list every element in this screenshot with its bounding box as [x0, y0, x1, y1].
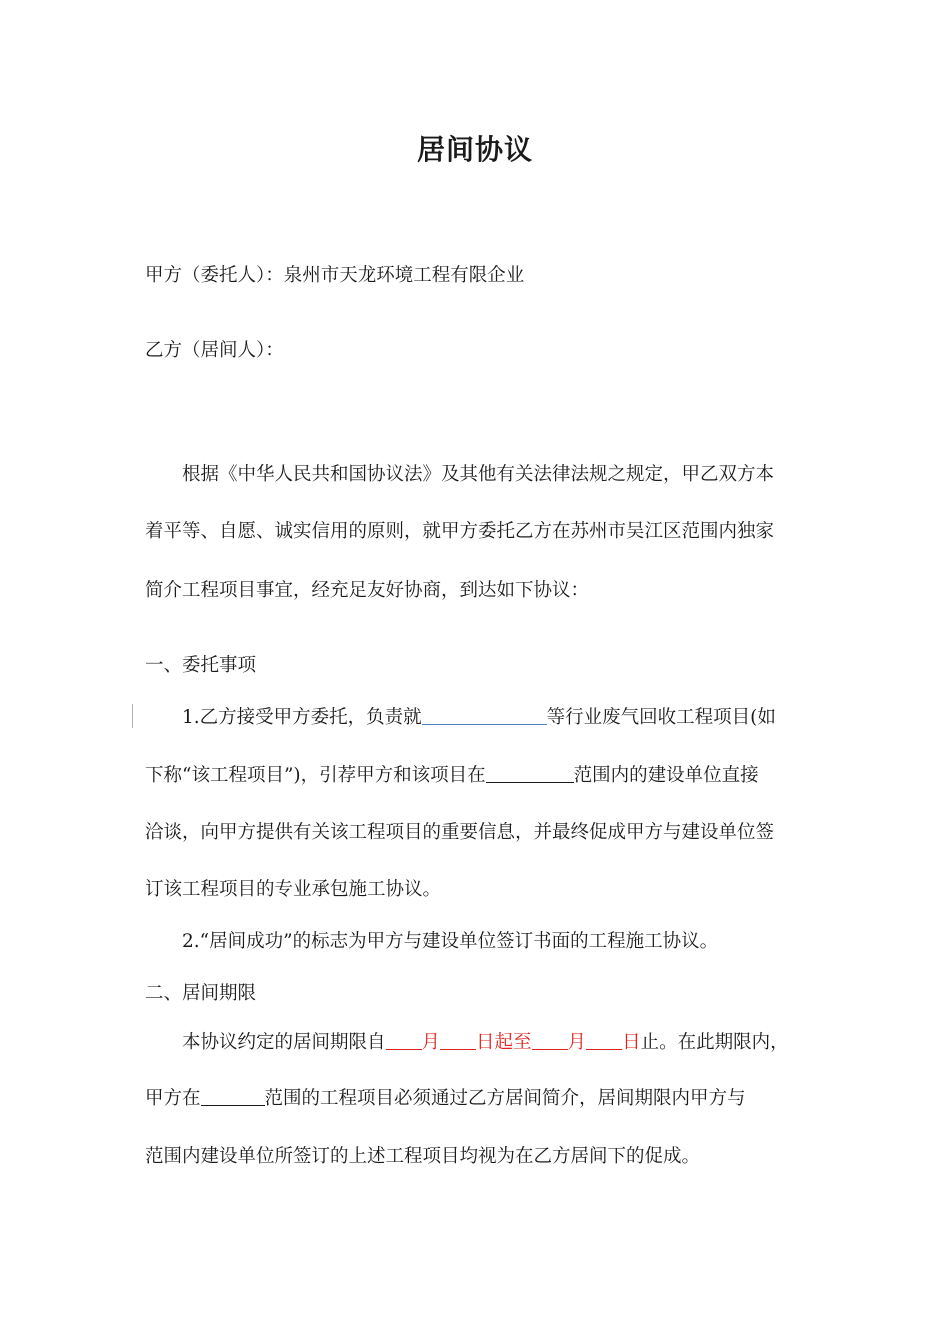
item-1-text-b: 等行业废气回收工程项目(如 [546, 707, 776, 728]
party-a-label: 甲方（委托人）： [145, 265, 284, 286]
start-day-label: 日起至 [476, 1032, 532, 1053]
preamble-line-2: 着平等、自愿、诚实信用的原则，就甲方委托乙方在苏州市吴江区范围内独家 [145, 521, 775, 542]
end-month-label: 月 [567, 1032, 587, 1053]
party-a-line [145, 262, 524, 290]
section-2-heading: 二、居间期限 [145, 983, 257, 1004]
preamble-line-3: 简介工程项目事宜，经充足友好协商，到达如下协议： [145, 580, 590, 601]
start-day-blank[interactable] [440, 1029, 476, 1050]
item-1-industry-blank[interactable] [422, 704, 547, 725]
period-text-b: 止。在此期限内， [640, 1032, 789, 1053]
item-1-line-4: 订该工程项目的专业承包施工协议。 [145, 879, 442, 900]
preamble-line-1: 根据《中华人民共和国协议法》及其他有关法律法规之规定，甲乙双方本 [182, 464, 775, 485]
period-text-c: 甲方在 [145, 1088, 201, 1109]
document-title: 居间协议 [416, 133, 533, 166]
item-1-line-1 [182, 704, 776, 732]
item-1-region-blank[interactable] [486, 762, 574, 783]
item-2-line: 2.“居间成功”的标志为甲方与建设单位签订书面的工程施工协议。 [182, 931, 719, 952]
period-line-3: 范围内建设单位所签订的上述工程项目均视为在乙方居间下的促成。 [145, 1146, 701, 1167]
section-1-heading: 一、委托事项 [145, 655, 257, 676]
period-region-blank[interactable] [201, 1085, 265, 1106]
party-b-label: 乙方（居间人）： [145, 340, 284, 361]
start-month-label: 月 [421, 1032, 441, 1053]
end-month-blank[interactable] [532, 1029, 568, 1050]
start-month-blank[interactable] [386, 1029, 422, 1050]
item-1-line-3: 洽谈，向甲方提供有关该工程项目的重要信息，并最终促成甲方与建设单位签 [145, 822, 775, 843]
end-day-label: 日 [622, 1032, 641, 1053]
item-1-text-d: 范围内的建设单位直接 [573, 765, 759, 786]
item-1-line-2 [145, 762, 759, 790]
text-cursor-marker [132, 704, 133, 728]
period-text-a: 本协议约定的居间期限自 [182, 1032, 386, 1053]
item-1-text-c: 下称“该工程项目”)，引荐甲方和该项目在 [145, 765, 486, 786]
party-a-name: 泉州市天龙环境工程有限企业 [283, 265, 525, 286]
period-line-1 [182, 1029, 789, 1057]
period-text-d: 范围的工程项目必须通过乙方居间简介，居间期限内甲方与 [264, 1088, 746, 1109]
party-b-line [145, 337, 284, 365]
end-day-blank[interactable] [586, 1029, 622, 1050]
period-line-2 [145, 1085, 746, 1113]
item-1-text-a: 1.乙方接受甲方委托，负责就 [182, 707, 422, 728]
